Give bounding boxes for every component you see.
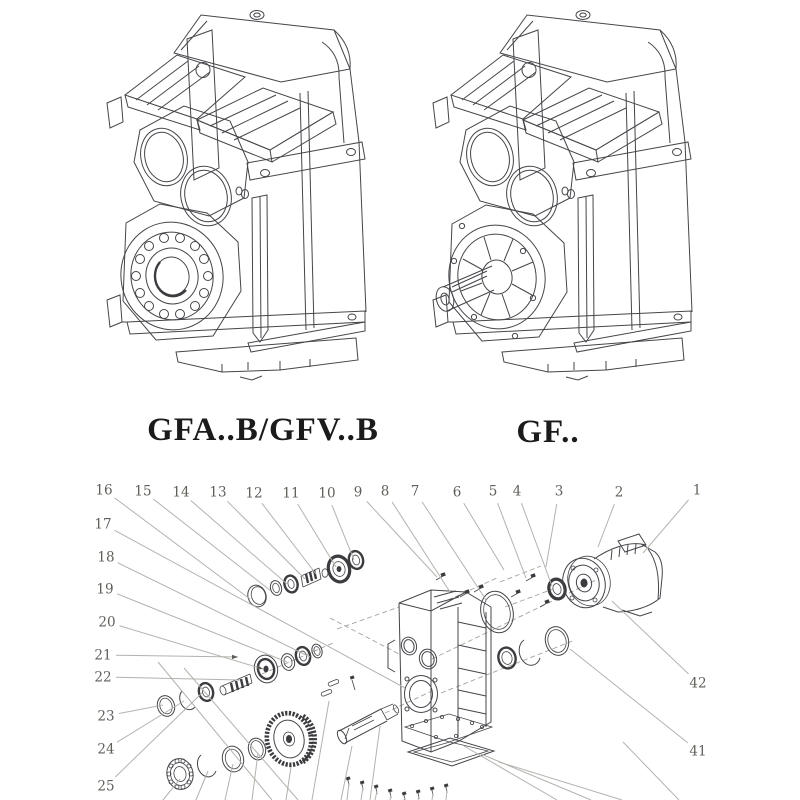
leader-line	[118, 563, 310, 657]
input-end-rings	[496, 624, 572, 670]
hollow-shaft-bearing-flange	[111, 204, 241, 340]
part-number-24: 24	[97, 741, 115, 758]
leader-line	[392, 502, 450, 592]
leader-line	[341, 746, 352, 800]
terminal-box	[618, 534, 646, 552]
shaft-key	[321, 689, 333, 697]
leader-line	[422, 502, 486, 600]
part-number-2: 2	[614, 484, 624, 501]
part-number-18: 18	[97, 549, 115, 566]
leader-line	[370, 726, 380, 800]
part-number-20: 20	[98, 614, 116, 631]
stud-bolt	[350, 675, 355, 690]
part-number-10: 10	[318, 485, 336, 502]
solid-shaft-flange	[439, 205, 567, 341]
part-number-8: 8	[380, 483, 390, 500]
leader-line	[119, 626, 263, 669]
leader-line	[375, 791, 377, 800]
housing-bore	[399, 635, 418, 656]
part-number-21: 21	[94, 647, 112, 664]
input-pinion-assembly	[245, 549, 365, 609]
part-number-25: 25	[97, 778, 115, 795]
gearbox-housing-outline	[433, 11, 692, 381]
leader-line	[643, 500, 689, 553]
motor-shaft-end	[581, 579, 588, 588]
seal-ring	[219, 744, 246, 775]
leader-line	[196, 771, 208, 800]
leader-arrowhead	[232, 655, 238, 659]
gear-bore	[337, 566, 342, 572]
part-number-19: 19	[96, 581, 114, 598]
part-number-7: 7	[410, 483, 420, 500]
part-number-16: 16	[95, 482, 113, 499]
leader-line	[119, 705, 163, 714]
part-number-14: 14	[172, 484, 190, 501]
leader-line	[446, 790, 447, 800]
model-label-right: GF..	[516, 414, 580, 450]
leader-line	[418, 796, 419, 800]
assembly-axis-lines	[262, 566, 596, 713]
exploded-parts-diagram	[94, 483, 706, 800]
leader-line	[481, 754, 591, 800]
retaining-ring	[310, 643, 323, 659]
part-number-1: 1	[692, 482, 702, 499]
motor-body	[594, 534, 662, 616]
part-number-4: 4	[512, 483, 522, 500]
leader-line	[598, 504, 614, 547]
seal-ring	[542, 624, 572, 658]
bearing	[496, 646, 518, 671]
gear-unit-right-drawing	[433, 11, 692, 381]
part-number-6: 6	[452, 484, 462, 501]
knurled-shaft	[219, 674, 252, 696]
part-number-3: 3	[554, 483, 564, 500]
leader-line	[361, 787, 363, 800]
model-label-left: GFA..B/GFV..B	[147, 412, 379, 448]
callout-layer	[94, 483, 706, 800]
leader-line	[390, 795, 391, 800]
part-number-15: 15	[134, 483, 152, 500]
leader-line	[153, 499, 271, 591]
gear-housing	[388, 590, 491, 752]
gearbox-housing-outline	[107, 11, 366, 381]
leader-line	[521, 503, 552, 586]
leader-line	[227, 501, 305, 579]
part-number-22: 22	[94, 669, 112, 686]
leader-line	[114, 498, 250, 599]
flange-screws	[436, 572, 550, 607]
part-number-23: 23	[97, 708, 115, 725]
bearing	[197, 681, 215, 702]
leader-line	[432, 793, 433, 800]
motor	[557, 534, 662, 616]
leader-line	[286, 767, 291, 800]
leader-line	[546, 504, 557, 567]
leader-line	[116, 677, 240, 680]
leader-line	[464, 503, 504, 570]
spacer-ring	[280, 652, 297, 672]
leader-line	[570, 649, 688, 743]
leader-line	[347, 783, 349, 800]
washer	[269, 579, 284, 596]
part-number-11: 11	[282, 485, 300, 502]
gasket	[405, 714, 492, 742]
part-number-12: 12	[245, 485, 263, 502]
part-number-42: 42	[689, 675, 707, 692]
part-number-41: 41	[689, 743, 707, 760]
leader-line	[225, 764, 233, 800]
leader-line	[623, 742, 679, 800]
leader-line	[367, 502, 437, 577]
housing-bore	[417, 647, 439, 671]
part-number-9: 9	[353, 484, 363, 501]
bearing	[283, 574, 300, 594]
leader-line	[464, 746, 557, 800]
leader-line	[158, 662, 272, 800]
part-number-17: 17	[94, 516, 112, 533]
intermediate-shaft-assembly	[219, 643, 324, 696]
leader-line	[612, 601, 689, 674]
leader-line	[499, 762, 622, 800]
part-number-5: 5	[488, 483, 498, 500]
pinion-shaft	[301, 568, 328, 587]
shaft-key	[328, 679, 340, 687]
output-helical-gear	[262, 709, 316, 769]
ball-bearing	[164, 756, 196, 792]
housing-gasket-and-cover	[405, 714, 494, 766]
output-shaft	[335, 704, 399, 745]
part-number-13: 13	[209, 484, 227, 501]
leader-line	[332, 505, 354, 560]
snap-ring	[519, 640, 540, 665]
leader-line	[163, 779, 180, 800]
gear-unit-left-drawing	[107, 11, 366, 381]
